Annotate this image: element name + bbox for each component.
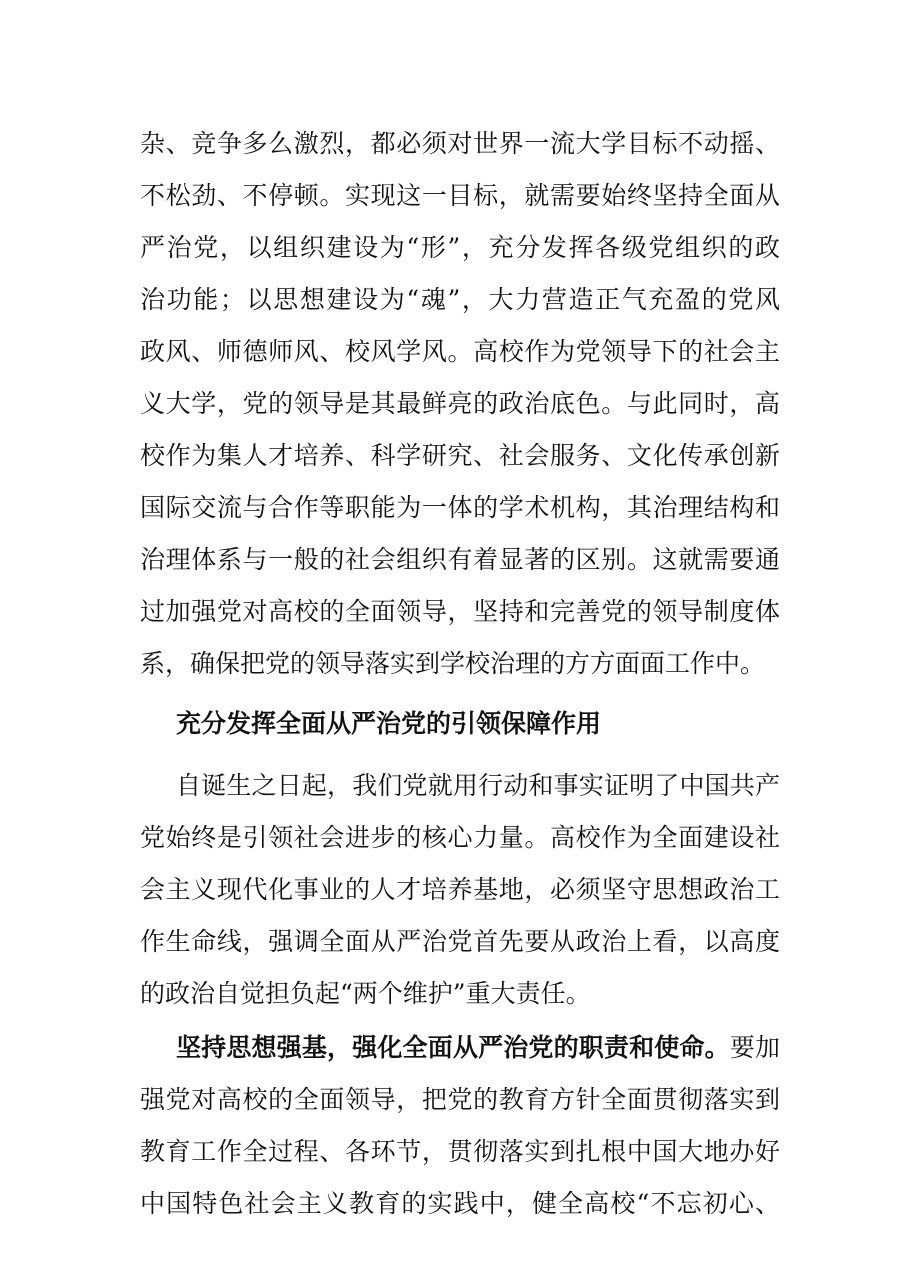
text-line: 的政治自觉担负起“两个维护”重大责任。: [140, 979, 591, 1008]
text-line: 过加强党对高校的全面领导，坚持和完善党的领导制度体: [140, 597, 780, 626]
text-line: 政风、师德师风、校风学风。高校作为党领导下的社会主: [140, 337, 780, 366]
text-line: 会主义现代化事业的人才培养基地，必须坚守思想政治工: [140, 875, 780, 904]
text-line: 义大学，党的领导是其最鲜亮的政治底色。与此同时，高: [140, 389, 780, 418]
text-line: 治功能；以思想建设为“魂”，大力营造正气充盈的党风: [140, 285, 780, 314]
text-line: 系，确保把党的领导落实到学校治理的方方面面工作中。: [140, 649, 766, 678]
text-line: 中国特色社会主义教育的实践中，健全高校“不忘初心、: [140, 1189, 780, 1218]
text-line: 党始终是引领社会进步的核心力量。高校作为全面建设社: [140, 823, 780, 852]
text-line: 自诞生之日起，我们党就用行动和事实证明了中国共产: [176, 771, 780, 800]
text-line: 校作为集人才培养、科学研究、社会服务、文化传承创新: [140, 441, 780, 470]
text-line: 强党对高校的全面领导，把党的教育方针全面贯彻落实到: [140, 1085, 780, 1114]
bold-lead-sentence: 坚持思想强基，强化全面从严治党的职责和使命。: [176, 1033, 730, 1062]
section-heading: 充分发挥全面从严治党的引领保障作用: [176, 709, 602, 738]
text-line: 国际交流与合作等职能为一体的学术机构，其治理结构和: [140, 493, 780, 522]
text-line: 教育工作全过程、各环节，贯彻落实到扎根中国大地办好: [140, 1137, 780, 1166]
text-line: 治理体系与一般的社会组织有着显著的区别。这就需要通: [140, 545, 780, 574]
text-line: 杂、竞争多么激烈，都必须对世界一流大学目标不动摇、: [140, 129, 780, 158]
text-line: [176, 1030, 780, 1066]
text-line: 作生命线，强调全面从严治党首先要从政治上看，以高度: [140, 927, 780, 956]
text-line: 严治党，以组织建设为“形”，充分发挥各级党组织的政: [140, 233, 780, 262]
lead-continuation: 要加: [729, 1033, 780, 1062]
text-line: 不松劲、不停顿。实现这一目标，就需要始终坚持全面从: [140, 181, 780, 210]
